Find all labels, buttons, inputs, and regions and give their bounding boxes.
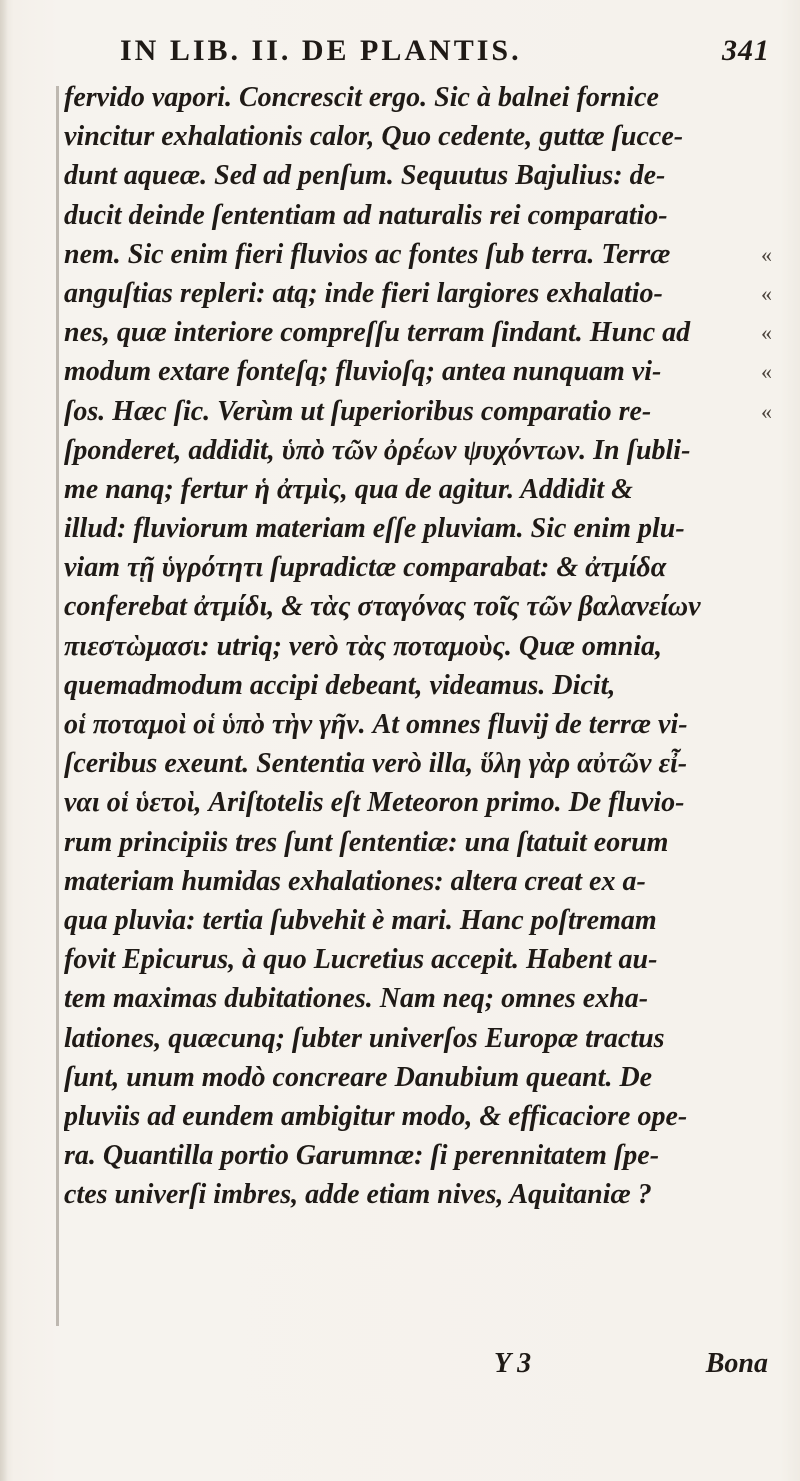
- line-text: viam τῇ ὑγρότητι ſupradictæ comparabat: & ἀτμίδα: [64, 552, 667, 584]
- text-line: [64, 823, 784, 862]
- line-text: ſceribus exeunt. Sententia verò illa, ὕλη γὰρ αὐτῶν εἶ-: [64, 748, 688, 780]
- line-text: materiam humidas exhalationes: altera creat ex a-: [64, 865, 646, 897]
- text-line: [64, 1136, 784, 1175]
- text-line: [64, 392, 784, 431]
- text-line: [64, 744, 784, 783]
- text-line: [64, 235, 784, 274]
- quotation-mark: «: [761, 359, 772, 385]
- line-text: tem maximas dubitationes. Nam neq; omnes exha-: [64, 983, 649, 1015]
- text-line: [64, 705, 784, 744]
- text-line: [64, 156, 784, 195]
- text-line: [64, 274, 784, 313]
- text-line: [64, 783, 784, 822]
- line-text: dunt aqueæ. Sed ad penſum. Sequutus Bajulius: de-: [64, 160, 666, 192]
- text-line: [64, 940, 784, 979]
- line-text: ctes univerſi imbres, adde etiam nives, Aquitaniæ ?: [64, 1179, 652, 1211]
- text-line: [64, 862, 784, 901]
- text-line: [64, 117, 784, 156]
- text-line: [64, 901, 784, 940]
- text-line: [64, 431, 784, 470]
- text-line: [64, 1097, 784, 1136]
- text-line: [64, 548, 784, 587]
- text-line: [64, 352, 784, 391]
- page-header: [70, 34, 770, 76]
- line-text: rum principiis tres ſunt ſententiæ: una ſtatuit eorum: [64, 826, 669, 858]
- line-text: fervido vapori. Concrescit ergo. Sic à balnei fornice: [64, 82, 659, 113]
- line-text: nem. Sic enim fieri fluvios ac fontes ſub terra. Terræ: [64, 238, 671, 270]
- line-text: qua pluvia: tertia ſubvehit è mari. Hanc poſtremam: [64, 904, 657, 936]
- line-text: fovit Epicurus, à quo Lucretius accepit. Habent au-: [64, 944, 658, 976]
- text-line: [64, 313, 784, 352]
- line-text: ναι οἱ ὑετοὶ, Ariſtotelis eſt Meteoron primo. De fluvio-: [64, 787, 685, 819]
- catchword: Bona: [705, 1348, 768, 1379]
- page-footer: [64, 1348, 768, 1388]
- line-text: vincitur exhalationis calor, Quo cedente, guttæ ſucce-: [64, 121, 684, 153]
- text-line: [64, 1175, 784, 1214]
- gutter-shadow: [0, 0, 8, 1481]
- text-line: [64, 1019, 784, 1058]
- line-text: ra. Quantilla portio Garumnæ: ſi perennitatem ſpe-: [64, 1140, 660, 1172]
- line-text: anguſtias repleri: atq; inde fieri largiores exhalatio-: [64, 277, 663, 309]
- page-number: 341: [722, 34, 770, 67]
- text-line: [64, 78, 784, 117]
- quotation-mark: «: [761, 241, 772, 267]
- text-line: [64, 470, 784, 509]
- text-line: [64, 979, 784, 1018]
- line-text: οἱ ποταμοὶ οἱ ὑπὸ τὴν γῆν. At omnes fluvij de terræ vi-: [64, 709, 688, 740]
- line-text: illud: fluviorum materiam eſſe pluviam. Sic enim plu-: [64, 513, 685, 545]
- line-text: quemadmodum accipi debeant, videamus. Dicit,: [64, 669, 616, 701]
- text-line: [64, 666, 784, 705]
- line-text: ducit deinde ſententiam ad naturalis rei comparatio-: [64, 199, 668, 231]
- line-text: conferebat ἀτμίδι, & τὰς σταγόνας τοῖς τῶν βαλανείων: [64, 591, 701, 623]
- line-text: modum extare fonteſq; fluvioſq; antea nunquam vi-: [64, 356, 662, 388]
- line-text: nes, quæ interiore compreſſu terram ſindant. Hunc ad: [64, 317, 691, 349]
- text-line: [64, 1058, 784, 1097]
- text-line: [64, 196, 784, 235]
- quotation-mark: «: [761, 280, 772, 306]
- line-text: lationes, quæcunq; ſubter univerſos Europæ tractus: [64, 1022, 665, 1054]
- margin-rule: [56, 86, 59, 1326]
- running-title: IN LIB. II. DE PLANTIS.: [120, 34, 522, 67]
- line-text: ſos. Hæc ſic. Verùm ut ſuperioribus comparatio re-: [64, 395, 652, 427]
- quotation-mark: «: [761, 398, 772, 424]
- body-text: [64, 78, 784, 1214]
- line-text: ſunt, unum modò concreare Danubium queant. De: [64, 1061, 653, 1093]
- signature-mark: Y 3: [494, 1348, 532, 1379]
- line-text: ſponderet, addidit, ὑπὸ τῶν ὀρέων ψυχόντων. In ſubli-: [64, 434, 691, 466]
- text-line: [64, 587, 784, 626]
- line-text: pluviis ad eundem ambigitur modo, & efficaciore ope-: [64, 1100, 688, 1132]
- line-text: me nanq; fertur ἡ ἀτμὶς, qua de agitur. Addidit &: [64, 473, 633, 505]
- line-text: πιεστὼμασι: utriq; verò τὰς ποταμοὺς. Quæ omnia,: [64, 630, 663, 662]
- text-line: [64, 509, 784, 548]
- text-line: [64, 627, 784, 666]
- quotation-mark: «: [761, 320, 772, 346]
